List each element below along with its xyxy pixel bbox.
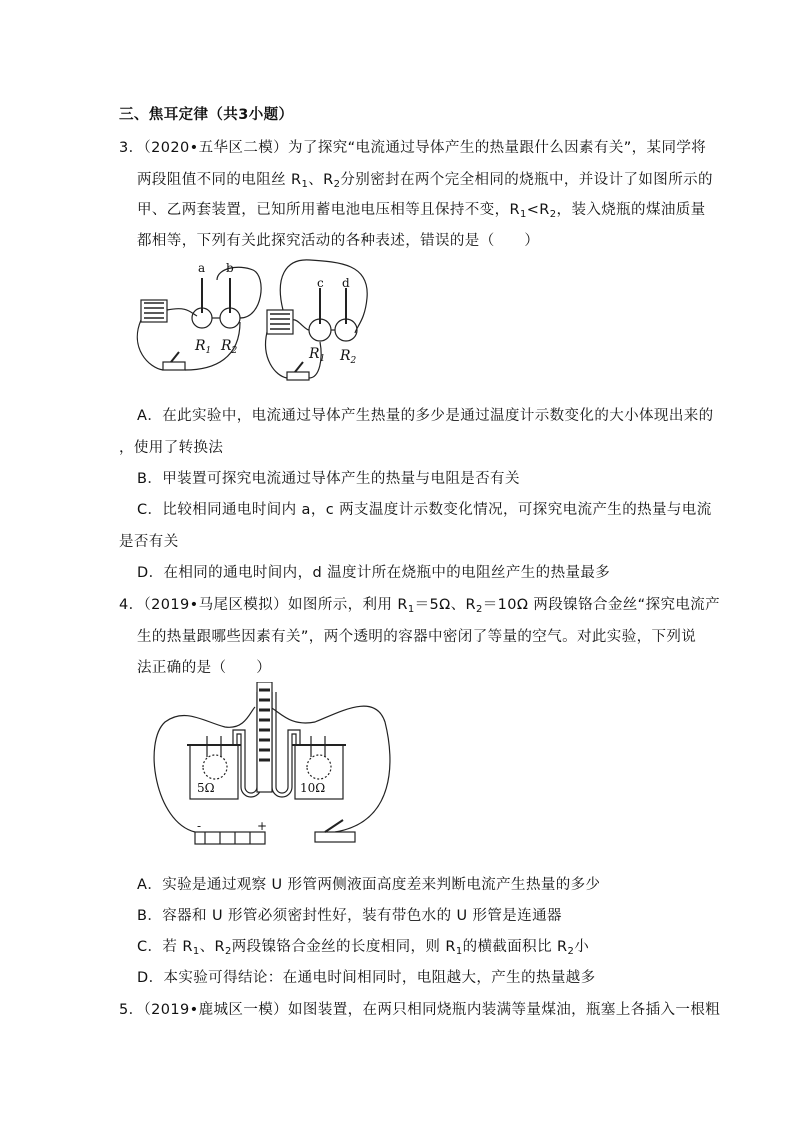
q3-stem-line4: 都相等，下列有关此探究活动的各种表述，错误的是（ ） — [137, 233, 540, 249]
label-r2-yi: $R_2$ — [340, 348, 357, 366]
q4-option-b[interactable]: B．容器和 U 形管必须密封性好，装有带色水的 U 形管是连通器 — [137, 908, 562, 924]
label-r2-jia: $R_2$ — [221, 338, 238, 356]
q3-stem-line3: 甲、乙两套装置，已知所用蓄电池电压相等且保持不变，$R_1<R_2$，装入烧瓶的煤油质量 — [137, 202, 706, 220]
q4-option-d[interactable]: D．本实验可得结论：在通电时间相同时，电阻越大，产生的热量越多 — [137, 970, 596, 986]
q3-option-c[interactable]: C．比较相同通电时间内 a，c 两支温度计示数变化情况，可探究电流产生的热量与电流 — [137, 502, 712, 518]
q3-option-a[interactable]: A．在此实验中，电流通过导体产生热量的多少是通过温度计示数变化的大小体现出来的 — [137, 408, 714, 424]
q4-stem-line3: 法正确的是（ ） — [137, 660, 272, 676]
label-c: c — [317, 276, 324, 290]
label-5-ohm: 5Ω — [197, 781, 215, 795]
q3-circuit-figure — [135, 258, 375, 390]
q3-stem-line2: 两段阻值不同的电阻丝 $R_1$、$R_2$分别密封在两个完全相同的烧瓶中，并设计了如图所示的 — [137, 172, 713, 190]
q4-option-a[interactable]: A．实验是通过观察 U 形管两侧液面高度差来判断电流产生热量的多少 — [137, 877, 601, 893]
label-10-ohm: 10Ω — [300, 781, 326, 795]
q3-labels-yi — [308, 276, 357, 366]
q4-option-c[interactable]: C．若 $R_1$、$R_2$两段镍铬合金丝的长度相同，则 $R_1$的横截面积比 $R_2$小 — [137, 939, 590, 957]
q3-option-d[interactable]: D．在相同的通电时间内，d 温度计所在烧瓶中的电阻丝产生的热量最多 — [137, 565, 611, 581]
q4-stem-line2: 生的热量跟哪些因素有关”，两个透明的容器中密闭了等量的空气。对此实验，下列说 — [137, 629, 697, 645]
q5-stem-line1: 5．（2019•鹿城区一模）如图装置，在两只相同烧瓶内装满等量煤油，瓶塞上各插入一根粗 — [119, 1002, 721, 1018]
label-a: a — [198, 261, 206, 275]
q3-option-c-cont: 是否有关 — [119, 534, 179, 550]
section-title: 三、焦耳定律（共3小题） — [119, 107, 294, 123]
q4-stem-line1: 4．（2019•马尾区模拟）如图所示，利用 $R_1=5\Omega$、$R_2=10\Omega$ 两段镍铬合金丝“探究电流产 — [119, 597, 721, 615]
label-plus: + — [257, 819, 268, 833]
label-r1-jia: $R_1$ — [195, 338, 212, 356]
label-d: d — [342, 276, 350, 290]
label-b: b — [226, 261, 234, 275]
q3-setup-jia — [137, 267, 261, 370]
label-minus: - — [197, 819, 202, 833]
q3-option-b[interactable]: B．甲装置可探究电流通过导体产生的热量与电阻是否有关 — [137, 471, 520, 487]
q3-option-a-cont: ，使用了转换法 — [119, 440, 224, 456]
label-r1-yi: $R_1$ — [309, 346, 326, 364]
q3-stem-line1: 3．（2020•五华区二模）为了探究“电流通过导体产生的热量跟什么因素有关”，某同学将 — [119, 140, 707, 156]
q4-apparatus-figure — [145, 682, 395, 862]
